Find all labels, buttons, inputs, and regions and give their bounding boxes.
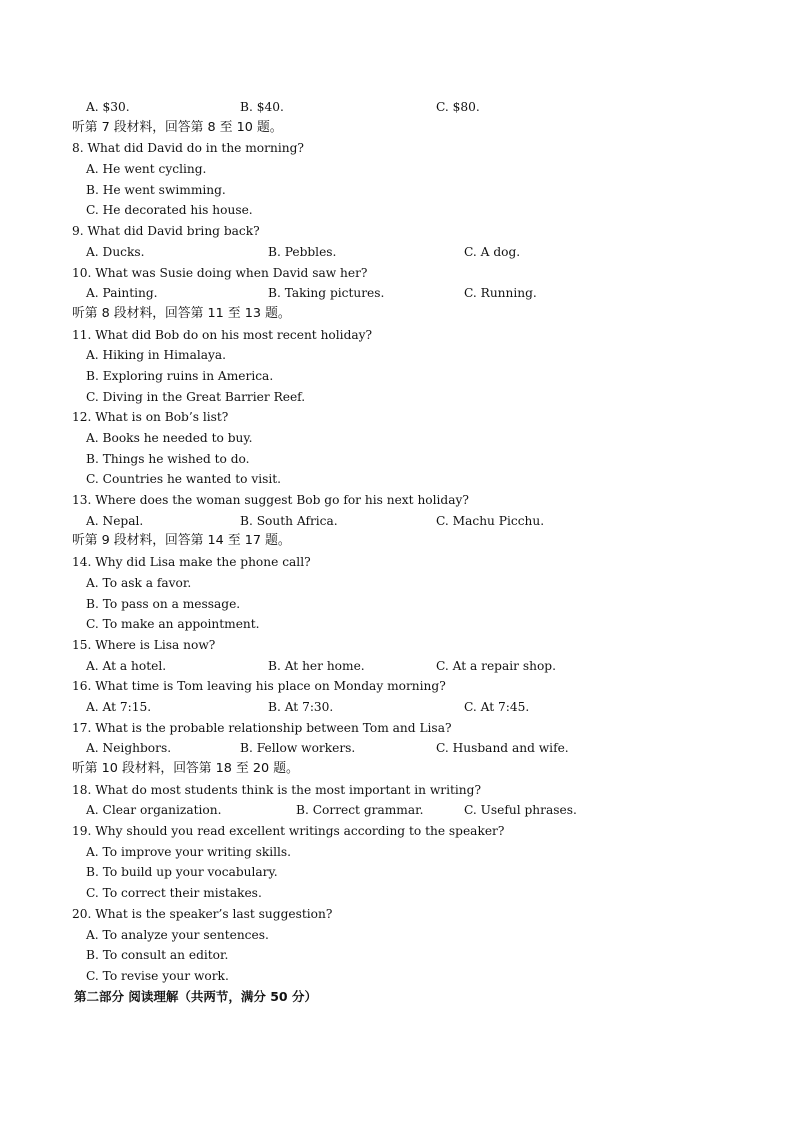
q18-option-a: A. Clear organization. bbox=[86, 803, 222, 818]
question-15: 15. Where is Lisa now? bbox=[72, 637, 216, 652]
q14-option-b: B. To pass on a message. bbox=[86, 596, 241, 611]
q15-option-a: A. At a hotel. bbox=[86, 658, 167, 673]
q17-option-a: A. Neighbors. bbox=[86, 741, 172, 756]
q11-option-c: C. Diving in the Great Barrier Reef. bbox=[86, 389, 306, 404]
q13-option-a: A. Nepal. bbox=[86, 513, 144, 528]
q10-option-b: B. Taking pictures. bbox=[268, 286, 385, 301]
q7-option-c: C. $80. bbox=[436, 100, 480, 114]
question-14: 14. Why did Lisa make the phone call? bbox=[72, 555, 311, 570]
q16-option-a: A. At 7:15. bbox=[86, 699, 152, 714]
exam-page bbox=[0, 97, 794, 1007]
q13-option-c: C. Machu Picchu. bbox=[436, 513, 545, 528]
q20-option-b: B. To consult an editor. bbox=[86, 948, 229, 963]
q16-option-c: C. At 7:45. bbox=[464, 699, 530, 714]
question-19: 19. Why should you read excellent writings according to the speaker? bbox=[72, 824, 505, 839]
question-9: 9. What did David bring back? bbox=[72, 224, 260, 239]
question-13: 13. Where does the woman suggest Bob go for his next holiday? bbox=[72, 493, 469, 508]
q17-options bbox=[0, 738, 794, 759]
section-10-heading: 听第 10 段材料，回答第 18 至 20 题。 bbox=[72, 761, 299, 776]
q18-option-b: B. Correct grammar. bbox=[296, 803, 424, 818]
q14-option-c: C. To make an appointment. bbox=[86, 617, 260, 632]
q13-option-b: B. South Africa. bbox=[240, 513, 338, 528]
q8-option-b: B. He went swimming. bbox=[86, 182, 226, 197]
q16-options bbox=[0, 697, 794, 718]
question-18: 18. What do most students think is the most important in writing? bbox=[72, 782, 481, 797]
q9-option-c: C. A dog. bbox=[464, 244, 521, 259]
section-7-heading: 听第 7 段材料，回答第 8 至 10 题。 bbox=[72, 119, 283, 135]
question-17: 17. What is the probable relationship between Tom and Lisa? bbox=[72, 720, 452, 735]
question-12: 12. What is on Bob’s list? bbox=[72, 410, 229, 425]
q7-option-b: B. $40. bbox=[240, 100, 284, 114]
q10-options bbox=[0, 283, 794, 304]
q9-option-b: B. Pebbles. bbox=[268, 244, 337, 259]
q18-options bbox=[0, 800, 794, 821]
q12-option-a: A. Books he needed to buy. bbox=[86, 431, 253, 445]
q19-option-c: C. To correct their mistakes. bbox=[86, 886, 262, 901]
q11-option-b: B. Exploring ruins in America. bbox=[86, 368, 274, 383]
question-20: 20. What is the speaker’s last suggestion? bbox=[72, 906, 333, 921]
q12-option-c: C. Countries he wanted to visit. bbox=[86, 472, 282, 487]
q16-option-b: B. At 7:30. bbox=[268, 699, 334, 714]
question-10: 10. What was Susie doing when David saw her? bbox=[72, 265, 368, 280]
q18-option-c: C. Useful phrases. bbox=[464, 803, 577, 818]
question-8: 8. What did David do in the morning? bbox=[72, 141, 304, 156]
q20-option-c: C. To revise your work. bbox=[86, 968, 229, 983]
q9-option-a: A. Ducks. bbox=[86, 244, 145, 259]
q8-option-c: C. He decorated his house. bbox=[86, 203, 253, 218]
q11-option-a: A. Hiking in Himalaya. bbox=[86, 348, 227, 363]
question-11: 11. What did Bob do on his most recent holiday? bbox=[72, 327, 373, 342]
q14-option-a: A. To ask a favor. bbox=[86, 575, 192, 590]
section-8-heading: 听第 8 段材料，回答第 11 至 13 题。 bbox=[72, 305, 291, 321]
q7-options bbox=[0, 97, 794, 118]
part-2-heading: 第二部分 阅读理解（共两节，满分 50 分） bbox=[74, 988, 317, 1004]
q15-options bbox=[0, 656, 794, 677]
q17-option-c: C. Husband and wife. bbox=[436, 741, 569, 756]
q8-option-a: A. He went cycling. bbox=[86, 162, 207, 177]
question-16: 16. What time is Tom leaving his place on Monday morning? bbox=[72, 679, 446, 694]
q15-option-b: B. At her home. bbox=[268, 658, 365, 673]
section-9-heading: 听第 9 段材料，回答第 14 至 17 题。 bbox=[72, 533, 291, 549]
q10-option-c: C. Running. bbox=[464, 286, 537, 301]
q20-option-a: A. To analyze your sentences. bbox=[86, 927, 269, 942]
q19-option-a: A. To improve your writing skills. bbox=[86, 844, 292, 859]
q12-option-b: B. Things he wished to do. bbox=[86, 451, 250, 466]
q19-option-b: B. To build up your vocabulary. bbox=[86, 865, 278, 880]
q9-options bbox=[0, 242, 794, 263]
q13-options bbox=[0, 511, 794, 532]
q15-option-c: C. At a repair shop. bbox=[436, 658, 556, 673]
q10-option-a: A. Painting. bbox=[86, 286, 158, 301]
q17-option-b: B. Fellow workers. bbox=[240, 741, 356, 756]
q7-option-a: A. $30. bbox=[86, 100, 130, 114]
